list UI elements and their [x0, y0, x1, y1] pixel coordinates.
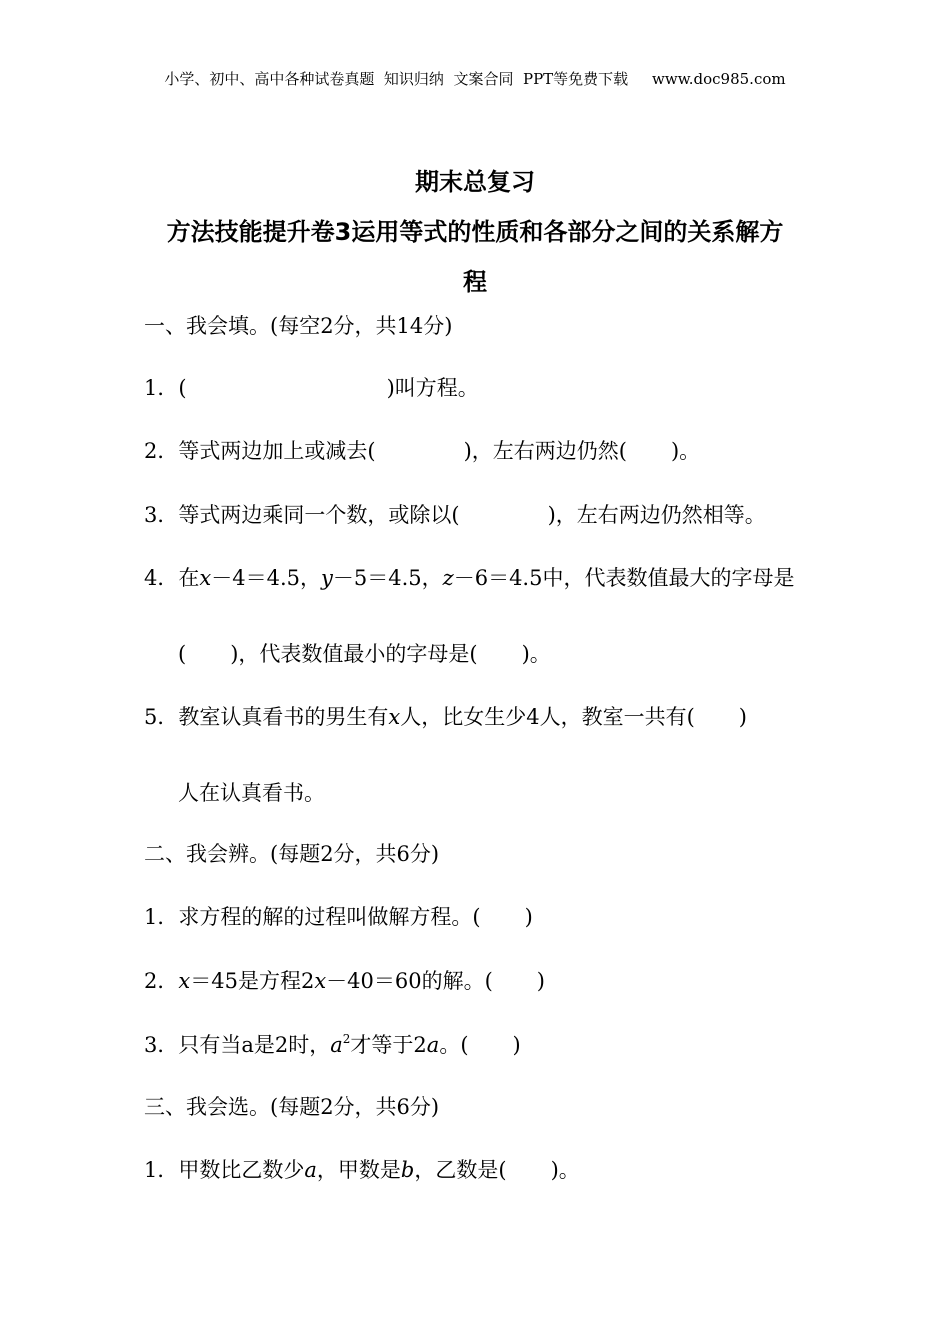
text: )，左右两边仍然(	[463, 439, 627, 463]
variable: x	[388, 705, 401, 729]
variable: b	[400, 1158, 415, 1182]
page-subtitle-line2: 程	[463, 268, 487, 296]
text: )。	[670, 439, 701, 463]
s1-question-5	[144, 707, 747, 728]
text: )	[524, 905, 533, 929]
text: 2．	[144, 969, 179, 993]
s3-question-1	[144, 1160, 580, 1181]
variable: x	[314, 969, 327, 993]
text: －40＝60的解。(	[326, 969, 493, 993]
variable: a	[426, 1033, 440, 1057]
text: －4＝4.5，	[211, 566, 321, 590]
s1-question-4-cont	[178, 644, 551, 665]
text: )叫方程。	[386, 376, 479, 400]
s1-question-4	[144, 568, 794, 589]
text: 2．等式两边加上或减去(	[144, 439, 376, 463]
section2-heading: 二、我会辨。(每题2分，共6分)	[144, 842, 440, 866]
text: 1．甲数比乙数少	[144, 1158, 305, 1182]
text: －5＝4.5，	[332, 566, 443, 590]
text: ＝45是方程2	[190, 969, 315, 993]
text: ，乙数是(	[414, 1158, 507, 1182]
text: 5．教室认真看书的男生有	[144, 705, 389, 729]
text: )	[536, 969, 545, 993]
text: )	[512, 1033, 521, 1057]
text: )	[738, 705, 747, 729]
text: )，左右两边仍然相等。	[547, 503, 766, 527]
page-header: 小学、初中、高中各种试卷真题 知识归纳 文案合同 PPT等免费下载 www.doc985.com	[164, 70, 786, 88]
exponent: 2	[342, 1032, 351, 1046]
text: 。(	[439, 1033, 469, 1057]
text: 4．在	[144, 566, 200, 590]
text: 才等于2	[350, 1033, 427, 1057]
text: 人，比女生少4人，教室一共有(	[400, 705, 695, 729]
text: 1．求方程的解的过程叫做解方程。(	[144, 905, 481, 929]
s1-question-1	[144, 378, 479, 399]
text: )。	[550, 1158, 580, 1182]
text: )。	[521, 642, 551, 666]
variable: z	[442, 566, 454, 590]
text: (	[178, 642, 187, 666]
s2-question-3	[144, 1032, 521, 1057]
variable: y	[320, 566, 333, 590]
text: ，甲数是	[316, 1158, 401, 1182]
text: )，代表数值最小的字母是(	[230, 642, 478, 666]
s2-question-1	[144, 907, 533, 928]
variable: x	[178, 969, 191, 993]
section3-heading: 三、我会选。(每题2分，共6分)	[144, 1095, 440, 1119]
page-title: 期末总复习	[415, 168, 535, 196]
page-subtitle-line1: 方法技能提升卷3运用等式的性质和各部分之间的关系解方	[166, 218, 784, 246]
text: 3．只有当a是2时，	[144, 1033, 331, 1057]
s1-question-3	[144, 505, 766, 526]
text: 3．等式两边乘同一个数，或除以(	[144, 503, 460, 527]
variable: x	[199, 566, 212, 590]
section1-heading: 一、我会填。(每空2分，共14分)	[144, 314, 453, 338]
variable: a	[330, 1033, 343, 1057]
text: －6＝4.5中，代表数值最大的字母是	[453, 566, 795, 590]
s2-question-2	[144, 971, 545, 992]
s1-question-2	[144, 441, 700, 462]
s1-question-5-cont: 人在认真看书。	[178, 781, 325, 805]
text: 1．(	[144, 376, 187, 400]
variable: a	[304, 1158, 317, 1182]
